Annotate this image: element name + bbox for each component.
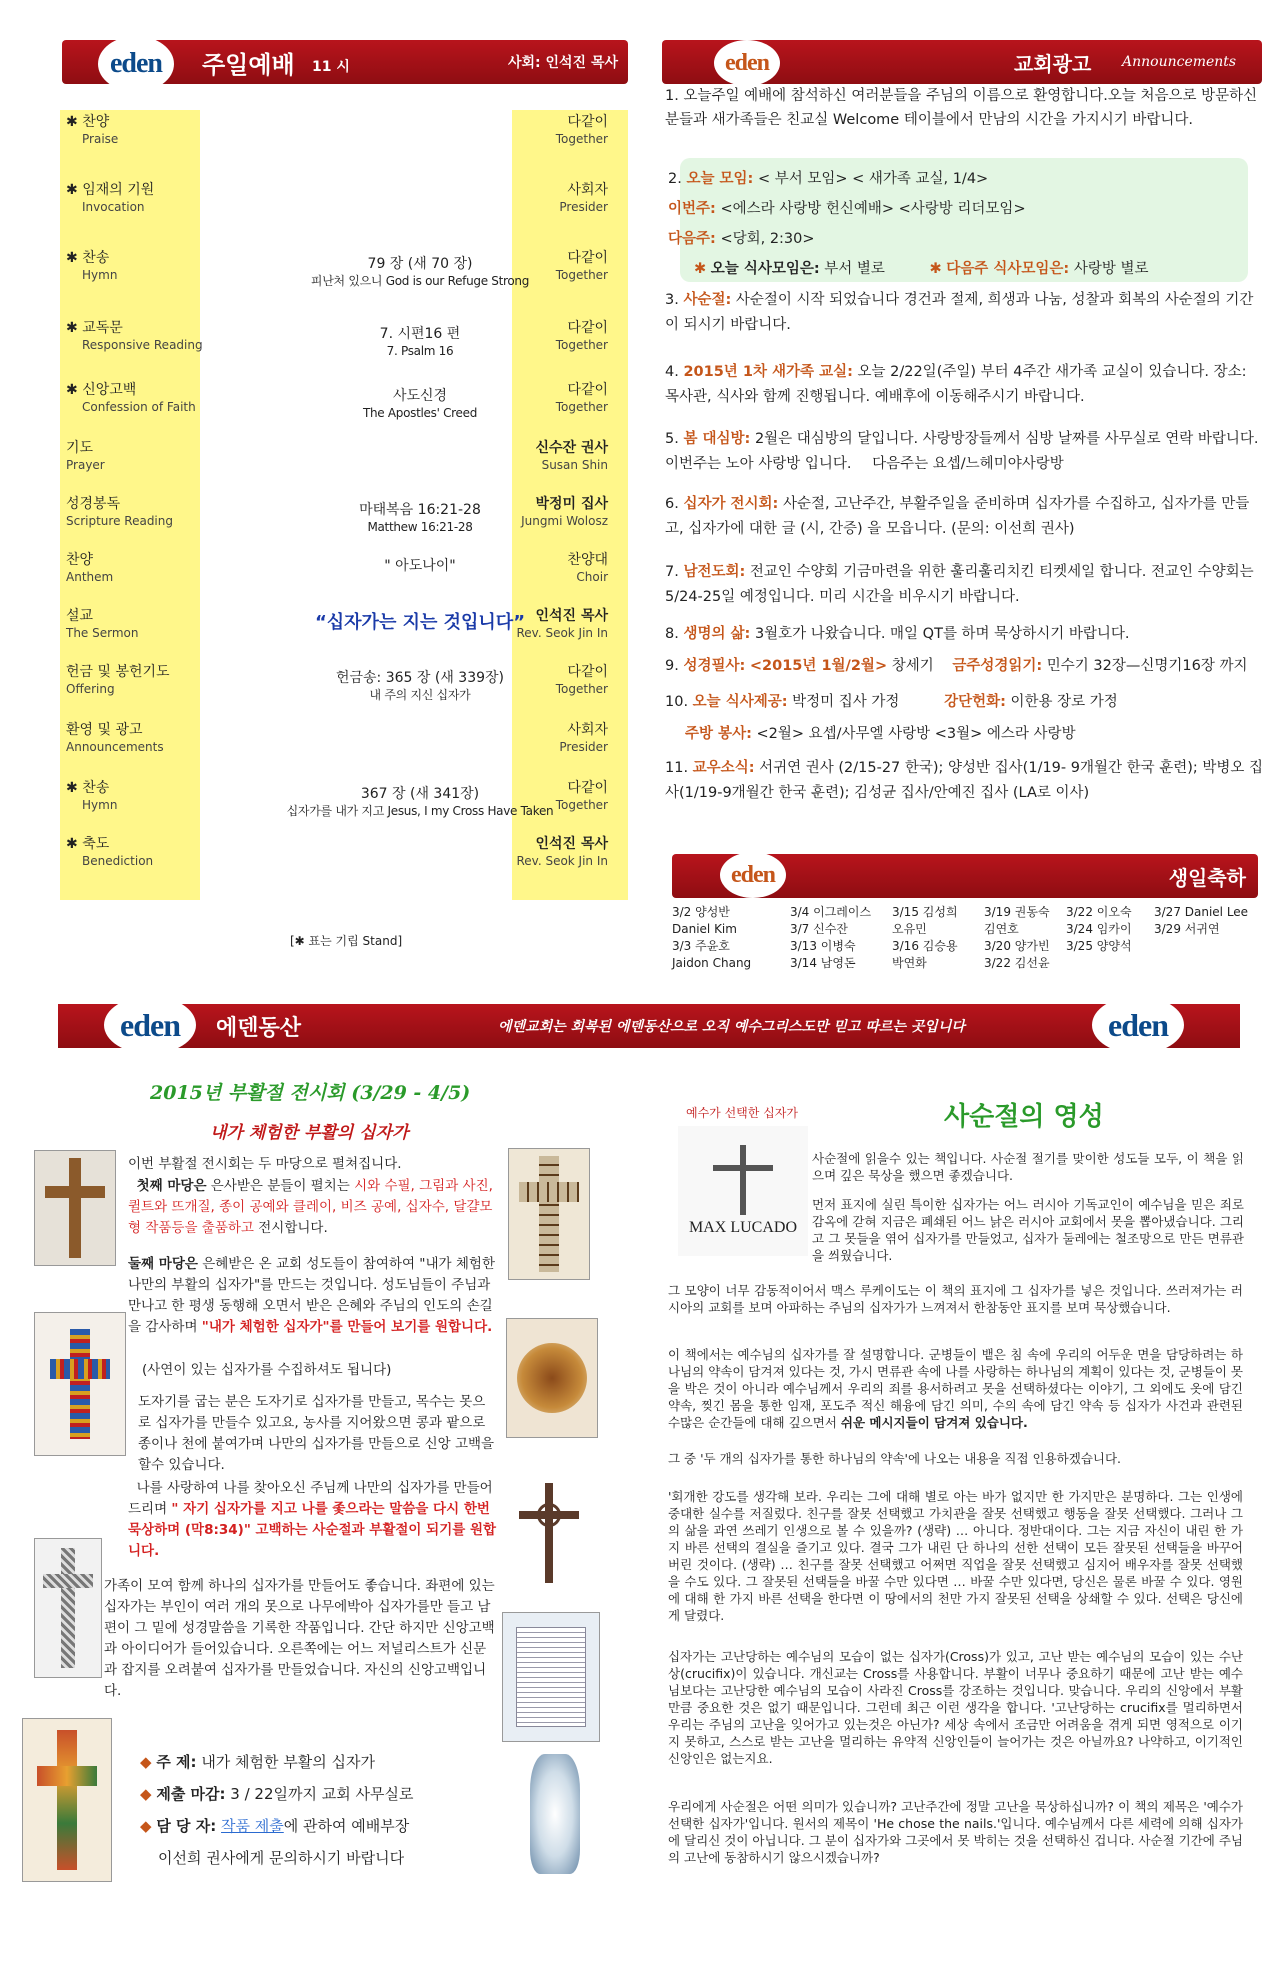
- leader-en: Together: [555, 132, 608, 146]
- making-guide: 도자기를 굽는 분은 도자기로 십자가를 만들고, 목수는 못으로 십자가를 만들수 있고요, 농사를 지어왔으면 콩과 팥으로 종이나 천에 붙여가며 나만의 십자가를 만들으로 신앙 고백을 할수 있습니다.: [138, 1394, 495, 1473]
- order-item-ko: 성경봉독: [66, 496, 121, 512]
- vase-image: [514, 1744, 596, 1884]
- article-p5: 그 중 '두 개의 십자가를 통한 하나님의 약속'에 나오는 내용을 직접 인용하겠습니다.: [668, 1451, 1122, 1466]
- order-item: [66, 608, 206, 642]
- order-item-ko: 설교: [66, 608, 94, 624]
- birthday-entry: 오유민: [892, 922, 927, 936]
- leader-en: Together: [555, 338, 608, 352]
- article-p8: 우리에게 사순절은 어떤 의미가 있습니까? 고난주간에 정말 고난을 묵상하십니까? 이 책의 제목은 '예수가 선택한 십자가'입니다. 원서의 제목이 'He chose the nails.'입니다. 예수님께서 다른 세력에 의해 십자가에 달리신 것이 아닙니다. 그 분이 십자가와 그곳에서 못 박히는 것을 선택하신 겁니다. 사순절 기간에 주님의 고난에 동참하시기 않으시겠습니까?: [668, 1799, 1243, 1865]
- second-yard: 둘째 마당은 은혜받은 온 교회 성도들이 참여하여 "내가 체험한 나만의 부활의 십자가"를 만드는 것입니다. 성도님들이 주님과 만나고 한 평생 동행해 오면서 받은 은혜와 주님의 인도의 손길을 감사하며 "내가 체험한 십자가"를 만들어 보기를 원합니다.: [128, 1256, 495, 1335]
- announcement-1: 1. 오늘주일 예배에 참석하신 여러분들을 주님의 이름으로 환영합니다.오늘 처음으로 방문하신 분들과 새가족들은 친교실 Welcome 테이블에서 만남의 시간을 가지시기 바랍니다.: [665, 88, 1258, 128]
- detail-sub: 피난처 있으니 God is our Refuge Strong: [310, 274, 530, 288]
- detail-main: 헌금송: 365 장 (새 339장): [335, 670, 505, 686]
- order-item-ko: 헌금 및 봉헌기도: [66, 664, 170, 680]
- birthday-entry: 3/16 김승용: [892, 939, 958, 953]
- leader-en: Together: [555, 682, 608, 696]
- collect-note: (사연이 있는 십자가를 수집하셔도 됩니다): [142, 1362, 392, 1378]
- birthday-entry: 3/2 양성반: [672, 905, 730, 919]
- first-yard: 첫째 마당은 은사받은 분들이 펼치는 시와 수필, 그림과 사진, 퀼트와 뜨개질, 종이 공예와 클레이, 비즈 공예, 십자수, 달걀모형 작품등을 출품하고 전시합니다.: [128, 1178, 493, 1236]
- leader-ko: 신수잔 권사: [535, 440, 608, 456]
- birthday-entry: 3/25 양양석: [1066, 939, 1132, 953]
- order-detail: [250, 670, 590, 704]
- leader-ko: 다같이: [567, 250, 608, 266]
- order-detail: [250, 786, 590, 820]
- leader-ko: 사회자: [567, 722, 608, 738]
- leader-en: Together: [555, 798, 608, 812]
- detail-main: 79 장 (새 70 장): [367, 256, 473, 272]
- announcement-3: 3. 사순절: 사순절이 시작 되었습니다 경건과 절제, 희생과 나눔, 성찰과 회복의 사순절의 기간이 되시기 바랍니다.: [665, 292, 1254, 333]
- birthday-title: 생일축하: [1168, 865, 1246, 890]
- birthday-entry: 3/22 이오숙: [1066, 905, 1132, 919]
- leader-ko: 다같이: [567, 382, 608, 398]
- article-quote: '회개한 강도를 생각해 보라. 우리는 그에 대해 별로 아는 바가 없지만 한 가지만은 분명하다. 그는 인생에 중대한 실수를 저질렀다. 친구를 잘못 선택했고 가치관을 잘못 선택했고 행동을 잘못 선택했다. 그러나 그의 삶을 과연 쓰레기 인생으로 볼 수 있을까? (생략) … 아니다. 정반대이다. 그는 지금 자신이 내린 한 가지 바른 선택의 결실을 즐기고 있다. 결국 그가 내린 단 하나의 선한 선택이 모든 잘못된 선택들을 바꾸어 버린 것이다. (생략) … 친구를 잘못 선택했고 어쩌면 직업을 잘못 선택했고 심지어 배우자를 잘못 선택했을 수도 있다. 그 잘못된 선택들을 바꿀 수만 있다면 … 바꿀 수만 있다면, 당신은 물론 바꿀 수 있다. 영원에 대해 한 가지 바른 선택을 한다면 이 땅에서의 천만 가지 잘못된 선택을 상쇄할 수 있다. 선택은 당신에게 달렸다.: [668, 1489, 1243, 1623]
- order-item-en: Hymn: [82, 268, 118, 282]
- order-item-en: Scripture Reading: [66, 514, 173, 528]
- leader-en: Rev. Seok Jin In: [516, 854, 608, 868]
- order-leader: [480, 722, 608, 756]
- detail-sub: The Apostles' Creed: [362, 406, 478, 420]
- order-item: ✱ 찬송 Hymn: [66, 780, 118, 812]
- birthday-entry: 3/22 김선윤: [984, 956, 1050, 970]
- leader-ko: 인석진 목사: [535, 608, 608, 624]
- leader-en: Together: [555, 400, 608, 414]
- exhibition-details: ◆ 주 제: 내가 체험한 부활의 십자가 ◆ 제출 마감: 3 / 22일까지 교회 사무실로 ◆ 담 당 자: 작품 제출에 관하여 예배부장 이선희 권사에게 문의하시기 바랍니다: [140, 1753, 414, 1867]
- order-item-ko: 축도: [82, 836, 110, 852]
- announcement-8: 8. 생명의 삶: 3월호가 나왔습니다. 매일 QT를 하며 묵상하시기 바랍니다.: [665, 626, 1130, 642]
- worship-presider: 사회: 인석진 목사: [507, 55, 618, 71]
- order-leader: [480, 836, 608, 870]
- order-item-en: Offering: [66, 682, 115, 696]
- announcements-title-en: Announcements: [1122, 54, 1237, 70]
- order-leader: [480, 182, 608, 216]
- birthday-entry: 3/27 Daniel Lee: [1154, 905, 1249, 919]
- order-item: [66, 496, 206, 530]
- detail-main: “십자가는 지는 것입니다”: [314, 612, 526, 633]
- birthday-entry: 3/29 서귀연: [1154, 922, 1220, 936]
- order-item: [66, 664, 206, 698]
- order-item-en: Confession of Faith: [82, 400, 196, 414]
- exhibition-title: 2015년 부활절 전시회 (3/29 - 4/5): [150, 1082, 471, 1104]
- order-item-ko: 찬양: [82, 114, 110, 130]
- order-item: [66, 722, 206, 756]
- detail-sub: 십자가를 내가 지고 Jesus, I my Cross Have Taken: [286, 804, 554, 818]
- order-detail: [250, 614, 590, 633]
- article-title: 사순절의 영성: [944, 1102, 1104, 1132]
- announcement-6: 6. 십자가 전시회: 사순절, 고난주간, 부활주일을 준비하며 십자가를 수집하고, 십자가를 만들고, 십자가에 대한 글 (시, 간증) 을 모읍니다. (문의: 이선희 권사): [665, 496, 1250, 537]
- leader-en: Together: [555, 268, 608, 282]
- leader-ko: 박정미 집사: [535, 496, 608, 512]
- announcement-11: 11. 교우소식: 서귀연 권사 (2/15-27 한국); 양성반 집사(1/19- 9개월간 한국 훈련); 박병오 집사(1/19-9개월간 한국 훈련); 김성균 집사/안예진 집사 (LA로 이사): [665, 760, 1264, 801]
- leader-ko: 인석진 목사: [535, 836, 608, 852]
- detail-main: 7. 시편16 편: [379, 326, 461, 342]
- order-item-en: Announcements: [66, 740, 164, 754]
- order-item: ✱ 찬양 Praise: [66, 114, 119, 146]
- announcement-10: 10. 오늘 식사제공: 박정미 집사 가정 강단헌화: 이한용 장로 가정 주방 봉사: <2월> 요셉/사무엘 사랑방 <3월> 에스라 사랑방: [665, 694, 1118, 742]
- exhibition-subtitle: 내가 체험한 부활의 십자가: [210, 1123, 409, 1143]
- eden-dongsan-header: [58, 1004, 1240, 1048]
- detail-sub: 내 주의 지신 십자가: [369, 688, 471, 702]
- order-item-en: Anthem: [66, 570, 114, 584]
- announcement-7: 7. 남전도회: 전교인 수양회 기금마련을 위한 훌리훌리치킨 티켓세일 합니다. 전교인 수양회는 5/24-25일 예정입니다. 미리 시간을 비우시기 바랍니다.: [665, 564, 1254, 605]
- leader-ko: 찬양대: [567, 552, 608, 568]
- birthday-entry: 3/4 이그레이스: [790, 905, 872, 919]
- announcement-5: 5. 봄 대심방: 2월은 대심방의 달입니다. 사랑방장들께서 심방 날짜를 사무실로 연락 바랍니다. 이번주는 노아 사랑방 입니다. 다음주는 요셉/느헤미야사랑방: [665, 431, 1259, 472]
- metal-cross-image: [34, 1538, 102, 1678]
- order-leader: [480, 114, 608, 148]
- leader-en: Jungmi Wolosz: [521, 514, 608, 528]
- newspaper-cross-image: [502, 1612, 600, 1742]
- leader-ko: 다같이: [567, 780, 608, 796]
- order-item-en: Responsive Reading: [82, 338, 203, 352]
- eden-logo: eden: [714, 40, 780, 86]
- article-p2: 먼저 표지에 실린 특이한 십자가는 어느 러시아 기독교인이 예수님을 믿은 죄로 감옥에 갇혀 지금은 폐쇄된 어느 낡은 러시아 교회에서 못을 뽑아냈습니다. 그리고 그 못들을 엮어 십자가를 만들었고, 십자가 둘레에는 철조망으로 만든 면류관을 씌웠습니다.: [812, 1197, 1244, 1263]
- order-item-ko: 임재의 기원: [82, 182, 155, 198]
- order-item: ✱ 신앙고백 Confession of Faith: [66, 382, 196, 414]
- nail-cross-image: [508, 1474, 590, 1592]
- article-p3: 그 모양이 너무 감동적이어서 맥스 루케이도는 이 책의 표지에 그 십자가를 넣은 것입니다. 쓰러져가는 러시아의 교회를 보며 아파하는 주님의 십자가가 느껴져서 한참동안 표지를 보며 묵상했습니다.: [668, 1283, 1243, 1315]
- announcement-4: 4. 2015년 1차 새가족 교실: 오늘 2/22일(주일) 부터 4주간 새가족 교실이 있습니다. 장소: 목사관, 식사와 함께 진행됩니다. 예배후에 이동해주시기 바랍니다.: [665, 364, 1247, 405]
- order-item-ko: 찬양: [66, 552, 94, 568]
- leader-ko: 다같이: [567, 320, 608, 336]
- leader-ko: 사회자: [567, 182, 608, 198]
- order-item: ✱ 임재의 기원 Invocation: [66, 182, 155, 214]
- order-item-ko: 찬송: [82, 250, 110, 266]
- book-caption: 예수가 선택한 십자가: [686, 1106, 798, 1120]
- order-item: ✱ 찬송 Hymn: [66, 250, 118, 282]
- order-item-en: Prayer: [66, 458, 105, 472]
- eden-logo: eden: [104, 996, 196, 1054]
- birthday-entry: 3/13 이병숙: [790, 939, 856, 953]
- leader-en: Choir: [576, 570, 608, 584]
- birthday-entry: 3/19 권동숙: [984, 905, 1050, 919]
- birthday-entry: 3/7 신수잔: [790, 922, 848, 936]
- detail-main: 사도신경: [392, 388, 448, 404]
- eden-slogan: 에덴교회는 회복된 에덴동산으로 오직 예수그리스도만 믿고 따르는 곳입니다: [498, 1019, 965, 1035]
- worship-time: 11 시: [312, 59, 350, 75]
- order-item-ko: 찬송: [82, 780, 110, 796]
- order-item-ko: 교독문: [82, 320, 123, 336]
- leader-en: Rev. Seok Jin In: [516, 626, 608, 640]
- order-item: ✱ 축도 Benediction: [66, 836, 154, 868]
- leader-ko: 다같이: [567, 664, 608, 680]
- order-item-en: Hymn: [82, 798, 118, 812]
- birthday-entry: Jaidon Chang: [672, 956, 752, 970]
- detail-main: 마태복음 16:21-28: [359, 502, 481, 518]
- order-item: [66, 440, 206, 474]
- order-detail: [250, 256, 590, 290]
- stand-note: [✱ 표는 기립 Stand]: [290, 934, 403, 948]
- order-item-ko: 신앙고백: [82, 382, 137, 398]
- beaded-cross-image: [34, 1312, 126, 1456]
- birthday-entry: Daniel Kim: [672, 922, 737, 936]
- birthday-entry: 3/14 남영돈: [790, 956, 856, 970]
- leader-en: Presider: [559, 740, 608, 754]
- book-author: MAX LUCADO: [689, 1219, 797, 1236]
- wooden-cross-image: [34, 1150, 116, 1266]
- worship-title: 주일예배: [202, 50, 295, 79]
- order-item-en: Invocation: [82, 200, 145, 214]
- eden-logo: eden: [720, 852, 786, 898]
- making-wish: 나를 사랑하여 나를 찾아오신 주님께 나만의 십자가를 만들어 드리며 " 자기 십자가를 지고 나를 좇으라는 말씀을 다시 한번 묵상하며 (막8:34)" 고백하는 사순절과 부활절이 되기를 원합니다.: [128, 1480, 497, 1559]
- order-detail: [250, 388, 590, 422]
- order-item-en: The Sermon: [66, 626, 139, 640]
- birthday-entry: 3/20 양가빈: [984, 939, 1050, 953]
- article-p4: 이 책에서는 예수님의 십자가를 잘 설명합니다. 군병들이 뱉은 침 속에 우리의 어두운 면을 담당하려는 하나님의 약속이 담겨져 있다는 것, 가시 면류관 속에 나를 사랑하는 하나님의 계획이 있다는 것, 군병들이 못을 박은 것이 아니라 예수님께서 우리의 죄를 용서하려고 못을 선택하셨다는 이야기, 그 외에도 옷에 담긴 약속, 찢긴 몸을 통한 임재, 포도주 적신 해융에 담긴 의미, 수의 속에 담긴 약속 등 십자가 사건과 관련된 수많은 순간들에 대해 깊으면서 쉬운 메시지들이 담겨져 있습니다.: [668, 1347, 1243, 1430]
- order-detail: [250, 326, 590, 360]
- order-detail: [250, 558, 590, 575]
- detail-main: 367 장 (새 341장): [360, 786, 480, 802]
- order-detail: [250, 502, 590, 536]
- order-item: [66, 552, 206, 586]
- article-p1: 사순절에 읽을수 있는 책입니다. 사순절 절기를 맞이한 성도들 모두, 이 책을 읽으며 깊은 묵상을 했으면 좋겠습니다.: [812, 1151, 1244, 1183]
- detail-main: " 아도나이": [384, 558, 456, 574]
- eden-dongsan-title: 에덴동산: [216, 1015, 302, 1041]
- announcement-9: 9. 성경필사: <2015년 1월/2월> 창세기 금주성경읽기: 민수기 32장—신명기16장 까지: [665, 658, 1248, 674]
- announcement-2: 2. 오늘 모임: < 부서 모임> < 새가족 교실, 1/4> 이번주: <에스라 사랑방 헌신예배> <사랑방 리더모임> 다음주: <당회, 2:30> ✱ 오늘 식사모임은: 부서 별로 ✱ 다음주 식사모임은: 사랑방 별로: [668, 171, 1149, 277]
- detail-sub: 7. Psalm 16: [386, 344, 454, 358]
- detail-sub: Matthew 16:21-28: [367, 520, 473, 534]
- birthday-entry: 3/15 김성희: [892, 905, 958, 919]
- order-item-ko: 환영 및 광고: [66, 722, 143, 738]
- birthday-entry: 3/24 임카이: [1066, 922, 1132, 936]
- leader-ko: 다같이: [567, 114, 608, 130]
- article-p7: 십자가는 고난당하는 예수님의 모습이 없는 십자가(Cross)가 있고, 고난 받는 예수님의 모습이 있는 수난상(crucifix)이 있습니다. 개신교는 Cross를 사용합니다. 부활이 너무나 중요하기 때문에 고난 받는 예수님보다는 고난당한 예수님의 모습이 사라진 Cross를 강조하는 것입니다. 맞습니다. 우리의 신앙에서 부활만큼 중요한 것은 없기 때문입니다. 그런데 최근 이런 생각을 합니다. '고난당하는 crucifix를 멀리하면서 우리는 주님의 고난을 잊어가고 있는것은 아닌가? 세상 속에서 조금만 어려움을 겪게 되면 영적으로 이기지 못하고, 스스로 받는 고난을 멀리하는 유약적 신앙인들이 늘어가는 것은 아닐까요? 나약하고, 이기적인 신앙인은 없는지요.: [668, 1649, 1243, 1766]
- announcements-title: 교회광고: [1014, 51, 1092, 76]
- order-leader: [480, 440, 608, 474]
- painted-cross-image: [22, 1718, 112, 1882]
- bean-cross-image: [506, 1318, 598, 1438]
- family-cross-text: 가족이 모여 함께 하나의 십자가를 만들어도 좋습니다. 좌편에 있는 십자가는 부인이 여러 개의 못으로 나무에박아 십자가를만 들고 남편이 그 밑에 성경말씀을 기록한 작품입니다. 간단 하지만 신앙고백과 아이디어가 들어있습니다. 오른쪽에는 어느 저널리스트가 신문과 잡지를 오려붙여 십자가를 만들었습니다. 자신의 신앙고백입니다.: [104, 1578, 495, 1699]
- tile-cross-image: [508, 1148, 590, 1280]
- birthday-entry: 3/3 주윤호: [672, 939, 730, 953]
- book-cover-image: [678, 1126, 808, 1256]
- order-item-en: Praise: [82, 132, 119, 146]
- leader-en: Susan Shin: [541, 458, 608, 472]
- leader-en: Presider: [559, 200, 608, 214]
- exhibition-intro: 이번 부활절 전시회는 두 마당으로 펼쳐집니다.: [128, 1156, 402, 1172]
- eden-logo: eden: [98, 36, 174, 92]
- eden-logo: eden: [1092, 996, 1184, 1054]
- order-item-ko: 기도: [66, 440, 94, 456]
- birthday-entry: 박연화: [892, 956, 927, 970]
- order-item-en: Benediction: [82, 854, 154, 868]
- birthday-entry: 김연호: [984, 922, 1019, 936]
- order-item: ✱ 교독문 Responsive Reading: [66, 320, 203, 352]
